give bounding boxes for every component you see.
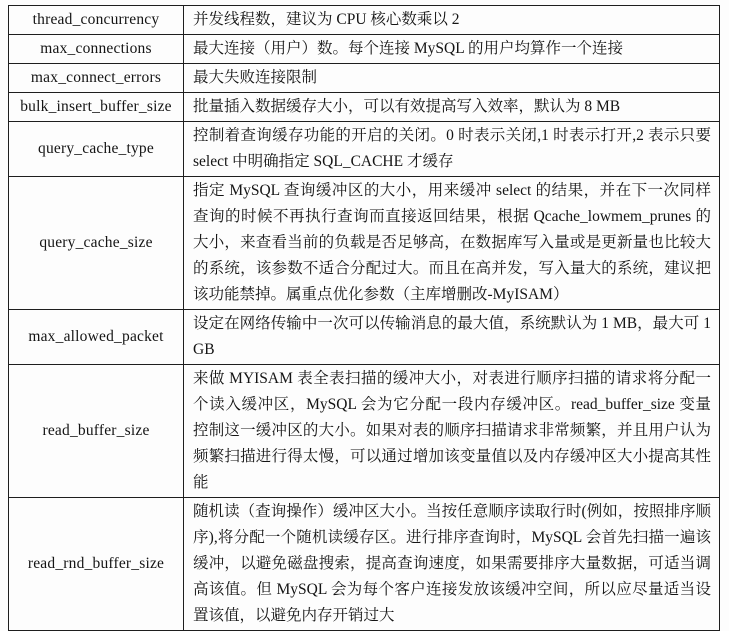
param-name-cell: query_cache_size [9, 177, 184, 310]
table-row [9, 310, 720, 365]
param-desc-cell: 最大连接（用户）数。每个连接 MySQL 的用户均算作一个连接 [184, 35, 720, 64]
param-name-cell: max_allowed_packet [9, 310, 184, 365]
table-row [9, 6, 720, 35]
table-row [9, 35, 720, 64]
param-name-cell: read_buffer_size [9, 365, 184, 498]
table-row [9, 177, 720, 310]
param-desc-cell: 随机读（查询操作）缓冲区大小。当按任意顺序读取行时(例如，按照排序顺序),将分配一个随机读缓存区。进行排序查询时，MySQL 会首先扫描一遍该缓冲，以避免磁盘搜索，提高查询速度，如果需要排序大量数据，可适当调高该值。但 MySQL 会为每个客户连接发放该缓冲空间，所以应尽量适当设置该值，以避免内存开销过大 [184, 498, 720, 631]
table-row [9, 365, 720, 498]
param-name-cell: bulk_insert_buffer_size [9, 93, 184, 122]
param-name-cell: read_rnd_buffer_size [9, 498, 184, 631]
param-name-cell: query_cache_type [9, 122, 184, 177]
param-desc-cell: 设定在网络传输中一次可以传输消息的最大值，系统默认为 1 MB，最大可 1 GB [184, 310, 720, 365]
param-desc-cell: 控制着查询缓存功能的开启的关闭。0 时表示关闭,1 时表示打开,2 表示只要 select 中明确指定 SQL_CACHE 才缓存 [184, 122, 720, 177]
param-desc-cell: 批量插入数据缓存大小，可以有效提高写入效率，默认为 8 MB [184, 93, 720, 122]
param-desc-cell: 来做 MYISAM 表全表扫描的缓冲大小，对表进行顺序扫描的请求将分配一个读入缓冲区，MySQL 会为它分配一段内存缓冲区。read_buffer_size 变量控制这一缓冲区的大小。如果对表的顺序扫描请求非常频繁，并且用户认为频繁扫描进行得太慢，可以通过增加该变量值以及内存缓冲区大小提高其性能 [184, 365, 720, 498]
param-name-cell: thread_concurrency [9, 6, 184, 35]
table-row [9, 122, 720, 177]
parameter-table-body [9, 6, 720, 631]
param-name-cell: max_connections [9, 35, 184, 64]
mysql-parameter-table [8, 5, 720, 631]
param-desc-cell: 指定 MySQL 查询缓冲区的大小，用来缓冲 select 的结果，并在下一次同样查询的时候不再执行查询而直接返回结果，根据 Qcache_lowmem_prunes 的大小，来查看当前的负载是否足够高，在数据库写入量或是更新量也比较大的系统，该参数不适合分配过大。而且在高并发，写入量大的系统，建议把该功能禁掉。属重点优化参数（主库增删改-MyISAM） [184, 177, 720, 310]
param-desc-cell: 最大失败连接限制 [184, 64, 720, 93]
table-row [9, 93, 720, 122]
param-desc-cell: 并发线程数，建议为 CPU 核心数乘以 2 [184, 6, 720, 35]
param-name-cell: max_connect_errors [9, 64, 184, 93]
table-row [9, 64, 720, 93]
table-row [9, 498, 720, 631]
